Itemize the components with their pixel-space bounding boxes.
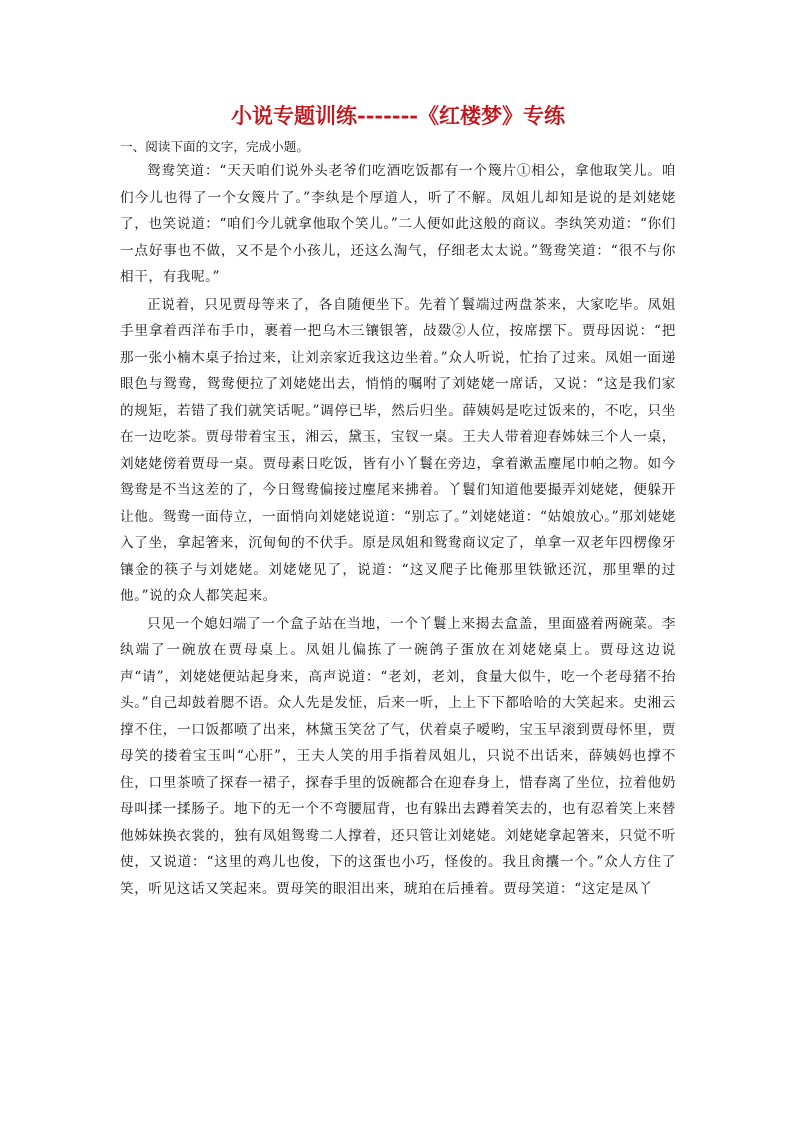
- section-heading: 一、阅读下面的文字，完成小题。: [120, 139, 309, 154]
- document-title: 小说专题训练-------《红楼梦》专练: [230, 103, 565, 128]
- paragraph-1: 鸳鸯笑道：“天天咱们说外头老爷们吃酒吃饭都有一个篾片①相公，拿他取笑儿。咱们今儿也得了一个女篾片了。”李纨是个厚道人，听了不解。凤姐儿却知是说的是刘姥姥了，也笑说道：“咱们今儿就拿他取个笑儿。”二人便如此这般的商议。李纨笑劝道：“你们一点好事也不做，又不是个小孩儿，还这么淘气，仔细老太太说。”鸳鸯笑道：“很不与你相干，有我呢。”: [120, 163, 676, 285]
- paragraph-2: 正说着，只见贾母等来了，各自随便坐下。先着丫鬟端过两盘茶来，大家吃毕。凤姐手里拿着西洋布手巾，裹着一把乌木三镶银箸，敁敠②人位，按席摆下。贾母因说：“把那一张小楠木桌子抬过来，让刘亲家近我这边坐着。”众人听说，忙抬了过来。凤姐一面递眼色与鸳鸯，鸳鸯便拉了刘姥姥出去，悄悄的嘱咐了刘姥姥一席话，又说：“这是我们家的规矩，若错了我们就笑话呢。”调停已毕，然后归坐。薛姨妈是吃过饭来的，不吃，只坐在一边吃茶。贾母带着宝玉，湘云，黛玉，宝钗一桌。王夫人带着迎春姊妹三个人一桌，刘姥姥傍着贾母一桌。贾母素日吃饭，皆有小丫鬟在旁边，拿着漱盂麈尾巾帕之物。如今鸳鸯是不当这差的了，今日鸳鸯偏接过麈尾来拂着。丫鬟们知道他要撮弄刘姥姥，便躲开让他。鸳鸯一面侍立，一面悄向刘姥姥说道：“别忘了。”刘姥姥道：“姑娘放心。”那刘姥姥入了坐，拿起箸来，沉甸甸的不伏手。原是凤姐和鸳鸯商议定了，单拿一双老年四楞像牙镶金的筷子与刘姥姥。刘姥姥见了，说道：“这叉爬子比俺那里铁锨还沉，那里犟的过他。”说的众人都笑起来。: [120, 296, 676, 604]
- document-page: [120, 100, 676, 902]
- paragraph-3: 只见一个媳妇端了一个盒子站在当地，一个丫鬟上来揭去盒盖，里面盛着两碗菜。李纨端了一碗放在贾母桌上。凤姐儿偏拣了一碗鸽子蛋放在刘姥姥桌上。贾母这边说声“请”，刘姥姥便站起身来，高声说道：“老刘，老刘，食量大似牛，吃一个老母猪不抬头。”自己却鼓着腮不语。众人先是发怔，后来一听，上上下下都哈哈的大笑起来。史湘云撑不住，一口饭都喷了出来，林黛玉笑岔了气，伏着桌子嗳哟，宝玉早滚到贾母怀里，贾母笑的搂着宝玉叫“心肝”，王夫人笑的用手指着凤姐儿，只说不出话来，薛姨妈也撑不住，口里茶喷了探春一裙子，探春手里的饭碗都合在迎春身上，惜春离了坐位，拉着他奶母叫揉一揉肠子。地下的无一个不弯腰屈背，也有躲出去蹲着笑去的，也有忍着笑上来替他姊妹换衣裳的，独有凤姐鸳鸯二人撑着，还只管让刘姥姥。刘姥姥拿起箸来，只觉不听使，又说道：“这里的鸡儿也俊，下的这蛋也小巧，怪俊的。我且肏攮一个。”众人方住了笑，听见这话又笑起来。贾母笑的眼泪出来，琥珀在后捶着。贾母笑道：“这定是凤丫: [120, 615, 676, 897]
